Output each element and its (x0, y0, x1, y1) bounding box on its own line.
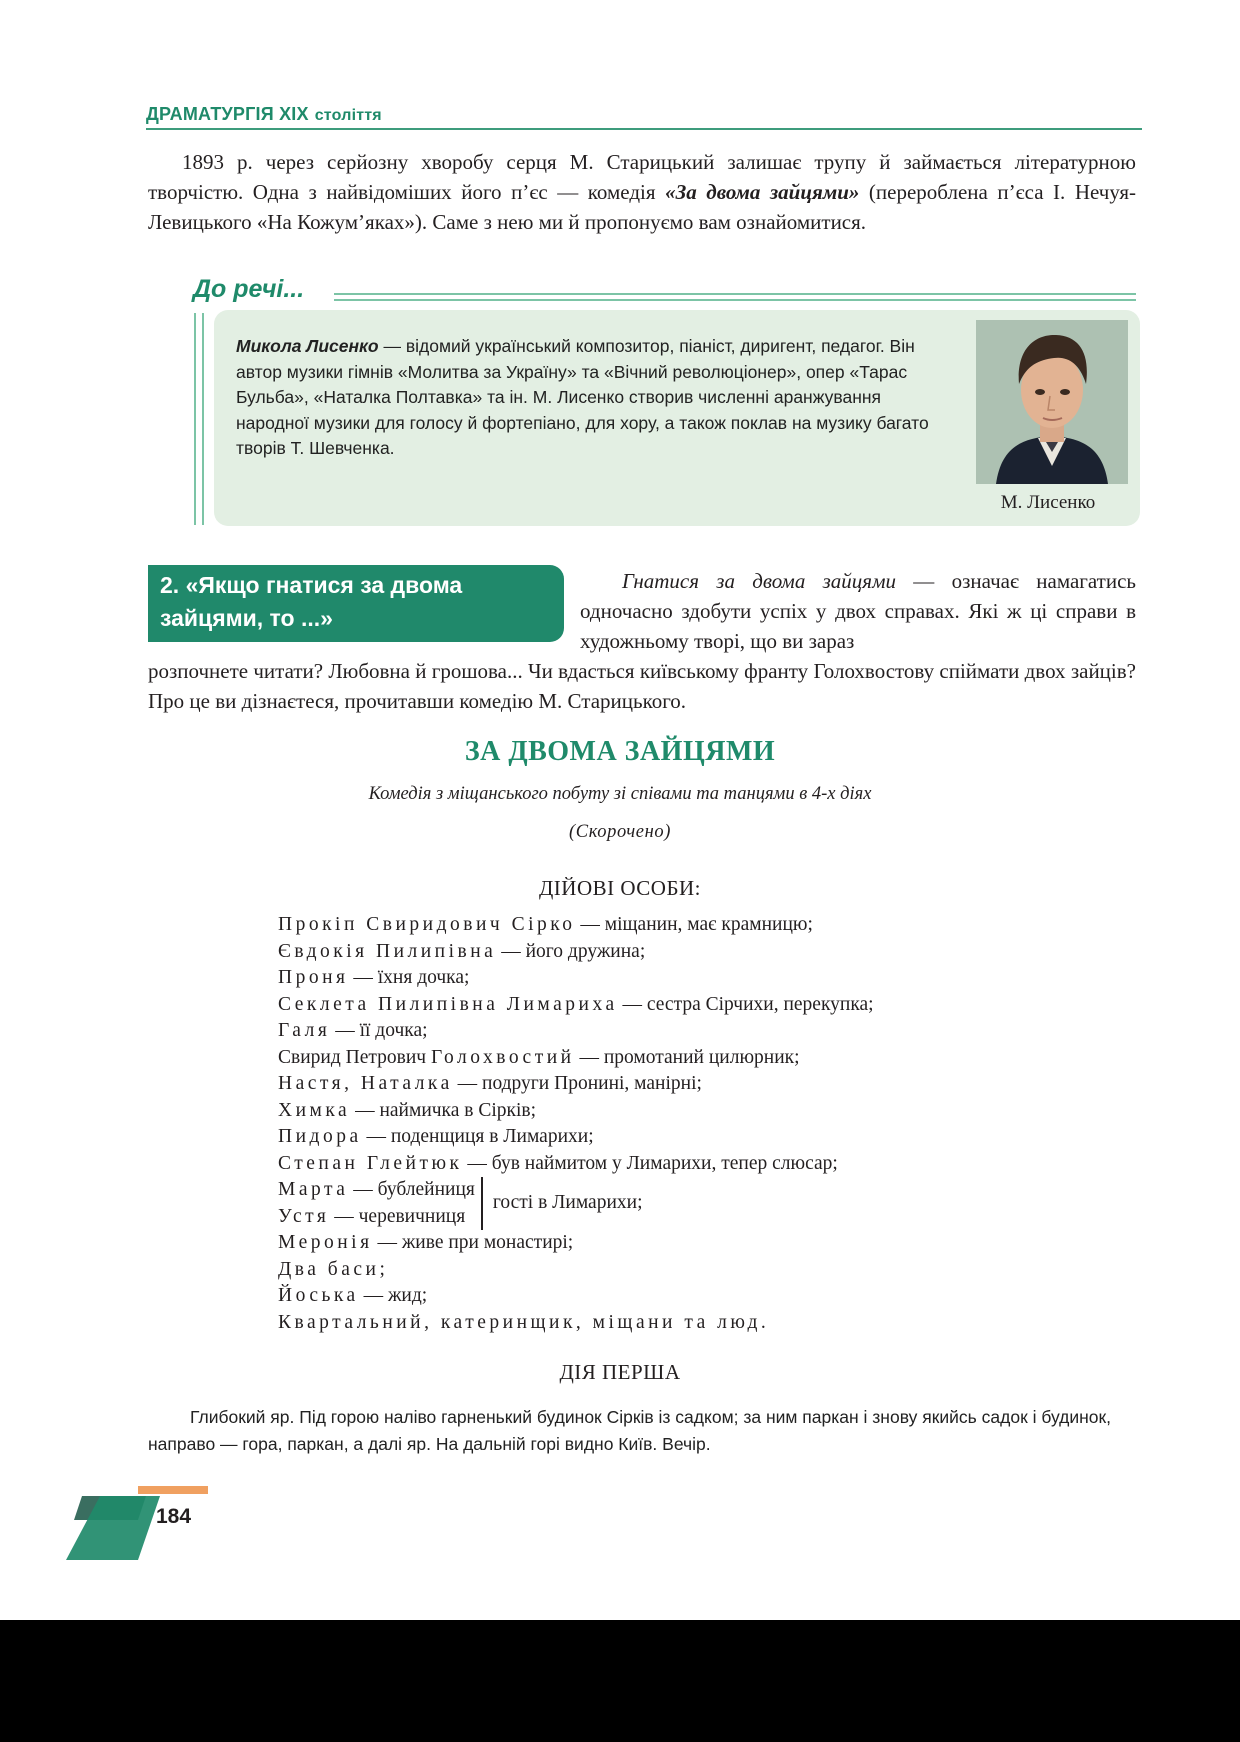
idiom-paragraph-continuation: розпочнете читати? Любовна й грошова... Чи вдасться київському франту Голохвостову спіймати двох зайців? Про це ви дізнаєтеся, прочитавши комедію М. Старицького. (148, 659, 1136, 713)
cast-item: Євдокія Пилипівна — його дружина; (278, 940, 646, 962)
cast-item: Квартальний, катеринщик, міщани та люд. (278, 1311, 770, 1333)
cast-group (278, 1177, 1078, 1230)
cast-item: Прокіп Свиридович Сірко — міщанин, має крамницю; (278, 914, 813, 935)
idiom-term: Гнатися за двома зайцями (622, 569, 896, 593)
running-header (146, 104, 382, 125)
cast-item: Два баси; (278, 1258, 389, 1280)
cast-group-note: гості в Лимарихи; (492, 1192, 643, 1214)
cast-group-members (278, 1177, 483, 1230)
intro-text-1: 1893 р. через серйозну хворобу серця М. Старицький залишає трупу й займається літературною творчістю. Одна з найвідоміших його п’єс — комедія (148, 150, 1136, 204)
cast-item: Химка — наймичка в Сірків; (278, 1099, 537, 1121)
intro-text-2: (перероблена п’єса І. Нечуя-Левицького «На Кожум’яках»). Саме з нею ми й пропонуємо вам ознайомитися. (148, 180, 1137, 234)
play-subtitle: Комедія з міщанського побуту зі співами та танцями в 4-х діях (368, 784, 872, 804)
cast-item: Йоська — жид; (278, 1285, 428, 1306)
cast-item: Галя — її дочка; (278, 1020, 428, 1041)
cast-item: Проня — їхня дочка; (278, 967, 470, 988)
header-title: ДРАМАТУРГІЯ XIX (146, 104, 309, 124)
composer-name: Микола Лисенко (236, 336, 379, 356)
lysenko-portrait-image (976, 320, 1128, 484)
section-heading: 2. «Якщо гнатися за двома зайцями, то ...» (160, 572, 463, 631)
portrait-caption: М. Лисенко (1000, 492, 1096, 513)
header-subtitle: століття (314, 107, 382, 124)
play-title: ЗА ДВОМА ЗАЙЦЯМИ (464, 736, 776, 767)
did-you-know-text (236, 334, 934, 462)
cast-item: Пидора — поденщиця в Лимарихи; (278, 1126, 594, 1147)
did-you-know-title: До речі... (193, 275, 305, 303)
cast-item: Секлета Пилипівна Лимариха — сестра Сірчихи, перекупка; (278, 993, 874, 1015)
page-number: 184 (156, 1505, 192, 1528)
cast-item: Настя, Наталка — подруги Пронині, манірні; (278, 1073, 702, 1094)
cast-item: Свирид Петрович Голохвостий — промотаний цилюрник; (278, 1046, 800, 1068)
emblem-orange-bar (138, 1486, 208, 1494)
act-heading: ДІЯ ПЕРША (559, 1360, 681, 1384)
did-you-know-rule (334, 293, 1136, 301)
idiom-paragraph (580, 566, 1136, 656)
header-rule (146, 128, 1142, 130)
cast-item: Устя — черевичниця (278, 1205, 466, 1227)
did-you-know-bar (194, 313, 204, 525)
section-heading-tab (148, 565, 564, 642)
cast-item: Меронія — живе при монастирі; (278, 1232, 574, 1253)
composer-bio: — відомий український композитор, піаніст, диригент, педагог. Він автор музики гімнів «Молитва за Україну» та «Вічний революціонер», опер «Тарас Бульба», «Наталка Полтавка» та ін. М. Лисенко створив численні аранжування народної музики для голосу й фортепіано, для хору, а також поклав на музику багато творів Т. Шевченка. (236, 336, 929, 458)
intro-paragraph (148, 147, 1136, 237)
stage-direction (148, 1404, 1144, 1458)
idiom-definition: — означає намагатись одночасно здобути успіх у двох справах. Які ж ці справи в художньому творі, що ви зараз (580, 569, 1136, 653)
abridged-note: (Скорочено) (569, 822, 671, 842)
cast-list (278, 912, 1078, 1336)
cast-item: Степан Глейтюк — був наймитом у Лимарихи, тепер слюсар; (278, 1152, 838, 1174)
cast-heading: ДІЙОВІ ОСОБИ: (538, 876, 702, 900)
cast-item: Марта — бублейниця (278, 1179, 475, 1200)
stage-direction-text: Глибокий яр. Під горою наліво гарненький будинок Сірків із садком; за ним паркан і знову якийсь садок і будинок, направо — гора, паркан, а далі яр. На дальній горі видно Київ. Вечір. (148, 1407, 1112, 1454)
play-title-inline: «За двома зайцями» (665, 180, 860, 204)
